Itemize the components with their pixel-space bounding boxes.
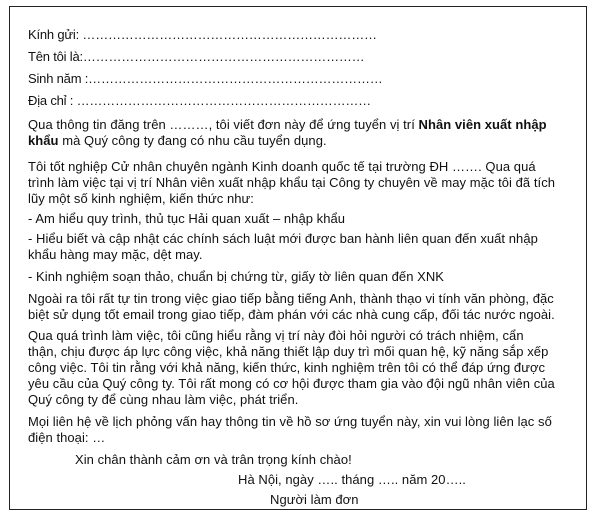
para4-line5: Quý công ty để cùng nhau làm việc, phát triển. (28, 392, 299, 407)
dob-line: Sinh năm :…………………………………………………………… (28, 71, 383, 86)
para5-line1: Mọi liên hệ về lịch phỏng vấn hay thông tin về hồ sơ ứng tuyển này, xin vui lòng liên lạc số (28, 414, 552, 429)
bullet-customs: - Am hiểu quy trình, thủ tục Hải quan xuất – nhập khẩu (28, 211, 346, 226)
bullet-policy-line1: - Hiểu biết và cập nhật các chính sách luật mới được ban hành liên quan đến xuất nhập (28, 231, 538, 246)
closing-date: Hà Nội, ngày ….. tháng ….. năm 20….. (238, 472, 466, 487)
para1-line1 (28, 116, 547, 133)
para3-line2: biệt sử dụng tốt email trong giao tiếp, đàm phán với các nhà cung cấp, đối tác nước ngoài. (28, 307, 555, 322)
para1-text: Qua thông tin đăng trên ………, tôi viết đơn này để ứng tuyển vị trí (28, 117, 419, 132)
para5-line2: điện thoại: … (28, 430, 106, 445)
bullet-policy-line2: khẩu hàng may mặc, dệt may. (28, 247, 203, 262)
bullet-documents: - Kinh nghiệm soạn thảo, chuẩn bị chứng từ, giấy tờ liên quan đến XNK (28, 269, 445, 284)
to-line: Kính gửi: …………………………………………………………… (28, 27, 377, 42)
name-line: Tên tôi là:………………………………………………………… (28, 49, 365, 64)
position-title-end: khẩu (28, 133, 59, 148)
para1-text-end: mà Quý công ty đang có nhu cầu tuyển dụng. (58, 133, 327, 148)
para4-line2: thận, chịu được áp lực công việc, khả năng thiết lập duy trì mối quan hệ, kỹ năng sắp xếp (28, 344, 549, 359)
para1-line2 (28, 132, 327, 149)
para4-line3: công việc. Tôi tin rằng với khả năng, kiến thức, kinh nghiệm trên tôi có thể đáp ứng được (28, 360, 546, 375)
para2-line3: lũy một số kinh nghiệm, kiến thức như: (28, 191, 254, 206)
address-line: Địa chỉ : …………………………………………………………… (28, 93, 371, 108)
para4-line4: yêu cầu của Quý công ty. Tôi rất mong có cơ hội được tham gia vào đội ngũ nhân viên của (28, 376, 555, 391)
closing-signer: Người làm đơn (270, 492, 359, 507)
para3-line1: Ngoài ra tôi rất tự tin trong việc giao tiếp bằng tiếng Anh, thành thạo vi tính văn phòng, đặc (28, 291, 554, 306)
para4-line1: Qua quá trình làm việc, tôi cũng hiểu rằng vị trí này đòi hỏi người có trách nhiệm, cẩn (28, 328, 524, 343)
para2-line2: trình làm việc tại vị trí Nhân viên xuất nhập khẩu tại Công ty chuyên về may mặc tôi đã tích (28, 175, 556, 190)
closing-thanks: Xin chân thành cảm ơn và trân trọng kính chào! (75, 452, 352, 467)
para2-line1: Tôi tốt nghiệp Cử nhân chuyên ngành Kinh doanh quốc tế tại trường ĐH ……. Qua quá (28, 159, 536, 174)
position-title: Nhân viên xuất nhập (418, 117, 547, 132)
